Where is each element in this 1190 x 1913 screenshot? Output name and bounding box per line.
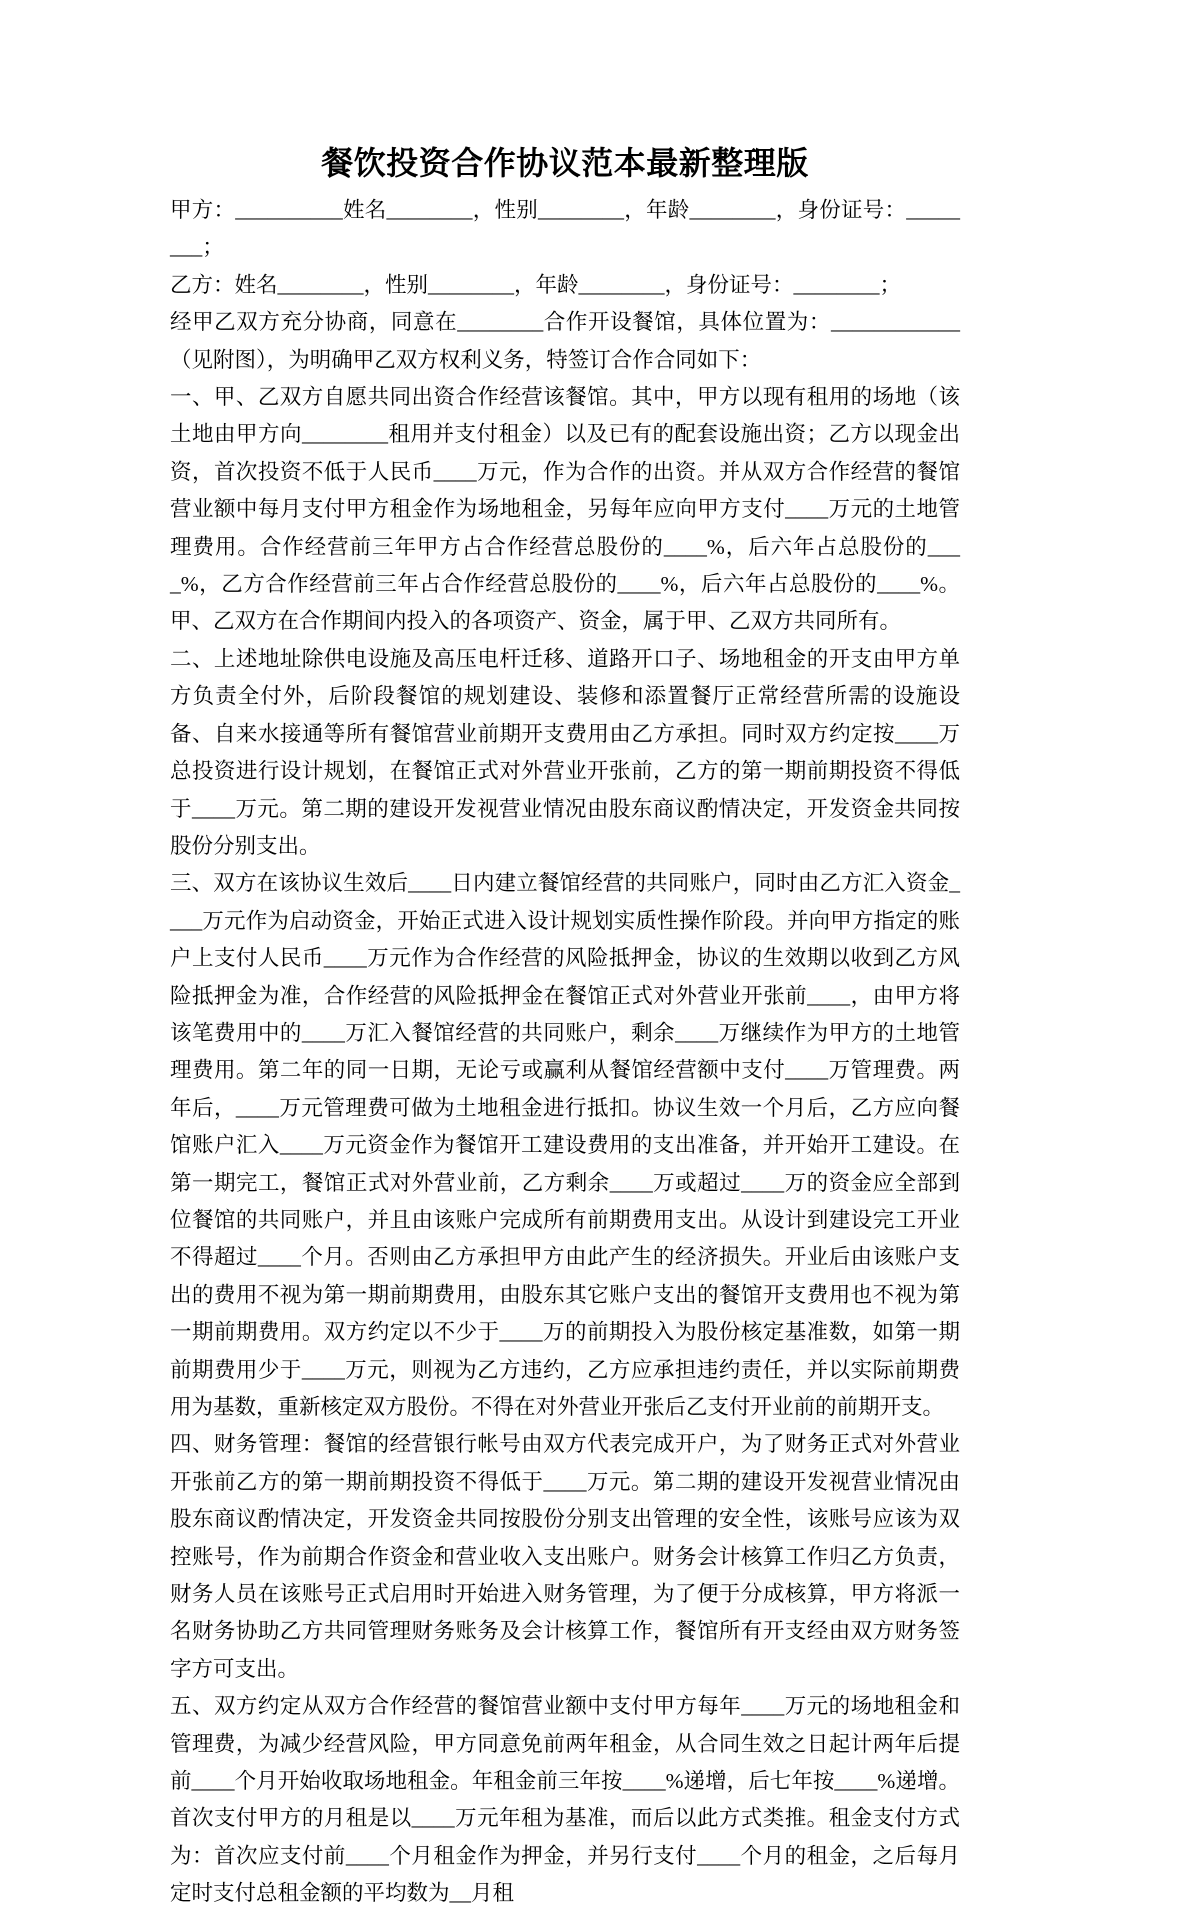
paragraph-clause-2: 二、上述地址除供电设施及高压电杆迁移、道路开口子、场地租金的开支由甲方单方负责全付外，后阶段餐馆的规划建设、装修和添置餐厅正常经营所需的设施设备、自来水接通等所有餐馆营业前期开支费用由乙方承担。同时双方约定按____万总投资进行设计规划，在餐馆正式对外营业开张前，乙方的第一期前期投资不得低于____万元。第二期的建设开发视营业情况由股东商议酌情决定，开发资金共同按股份分别支出。 (170, 646, 960, 858)
paragraph-party-b: 乙方：姓名________，性别________，年龄________，身份证号：________； (170, 272, 902, 297)
document-body (170, 140, 960, 1913)
paragraph-clause-4: 四、财务管理：餐馆的经营银行帐号由双方代表完成开户，为了财务正式对外营业开张前乙方的第一期前期投资不得低于____万元。第二期的建设开发视营业情况由股东商议酌情决定，开发资金共同按股份分别支出管理的安全性，该账号应该为双控账号，作为前期合作资金和营业收入支出账户。财务会计核算工作归乙方负责，财务人员在该账号正式启用时开始进入财务管理，为了便于分成核算，甲方将派一名财务协助乙方共同管理财务账务及会计核算工作，餐馆所有开支经由双方财务签字方可支出。 (170, 1432, 960, 1681)
paragraph-clause-3: 三、双方在该协议生效后____日内建立餐馆经营的共同账户，同时由乙方汇入资金____万元作为启动资金，开始正式进入设计规划实质性操作阶段。并向甲方指定的账户上支付人民币____万元作为合作经营的风险抵押金，协议的生效期以收到乙方风险抵押金为准，合作经营的风险抵押金在餐馆正式对外营业开张前____，由甲方将该笔费用中的____万汇入餐馆经营的共同账户，剩余____万继续作为甲方的土地管理费用。第二年的同一日期，无论亏或赢利从餐馆经营额中支付____万管理费。两年后，____万元管理费可做为土地租金进行抵扣。协议生效一个月后，乙方应向餐馆账户汇入____万元资金作为餐馆开工建设费用的支出准备，并开始开工建设。在第一期完工，餐馆正式对外营业前，乙方剩余____万或超过____万的资金应全部到位餐馆的共同账户，并且由该账户完成所有前期费用支出。从设计到建设完工开业不得超过____个月。否则由乙方承担甲方由此产生的经济损失。开业后由该账户支出的费用不视为第一期前期费用，由股东其它账户支出的餐馆开支费用也不视为第一期前期费用。双方约定以不少于____万的前期投入为股份核定基准数，如第一期前期费用少于____万元，则视为乙方违约，乙方应承担违约责任，并以实际前期费用为基数，重新核定双方股份。不得在对外营业开张后乙支付开业前的前期开支。 (170, 871, 960, 1419)
paragraph-clause-5: 五、双方约定从双方合作经营的餐馆营业额中支付甲方每年____万元的场地租金和管理费，为减少经营风险，甲方同意免前两年租金，从合同生效之日起计两年后提前____个月开始收取场地租金。年租金前三年按____%递增，后七年按____%递增。首次支付甲方的月租是以____万元年租为基准，而后以此方式类推。租金支付方式为：首次应支付前____个月租金作为押金，并另行支付____个月的租金，之后每月定时支付总租金额的平均数为__月租 (170, 1694, 960, 1906)
paragraph-preamble: 经甲乙双方充分协商，同意在________合作开设餐馆，具体位置为：____________（见附图），为明确甲乙双方权利义务，特签订合作合同如下： (170, 310, 960, 372)
paragraph-clause-1: 一、甲、乙双方自愿共同出资合作经营该餐馆。其中，甲方以现有租用的场地（该土地由甲方向________租用并支付租金）以及已有的配套设施出资；乙方以现金出资，首次投资不低于人民币____万元，作为合作的出资。并从双方合作经营的餐馆营业额中每月支付甲方租金作为场地租金，另每年应向甲方支付____万元的土地管理费用。合作经营前三年甲方占合作经营总股份的____%，后六年占总股份的____%，乙方合作经营前三年占合作经营总股份的____%，后六年占总股份的____%。甲、乙双方在合作期间内投入的各项资产、资金，属于甲、乙双方共同所有。 (170, 385, 960, 634)
page-title: 餐饮投资合作协议范本最新整理版 (321, 145, 809, 181)
paragraph-party-a: 甲方：__________姓名________，性别________，年龄________，身份证号：________； (170, 198, 960, 260)
